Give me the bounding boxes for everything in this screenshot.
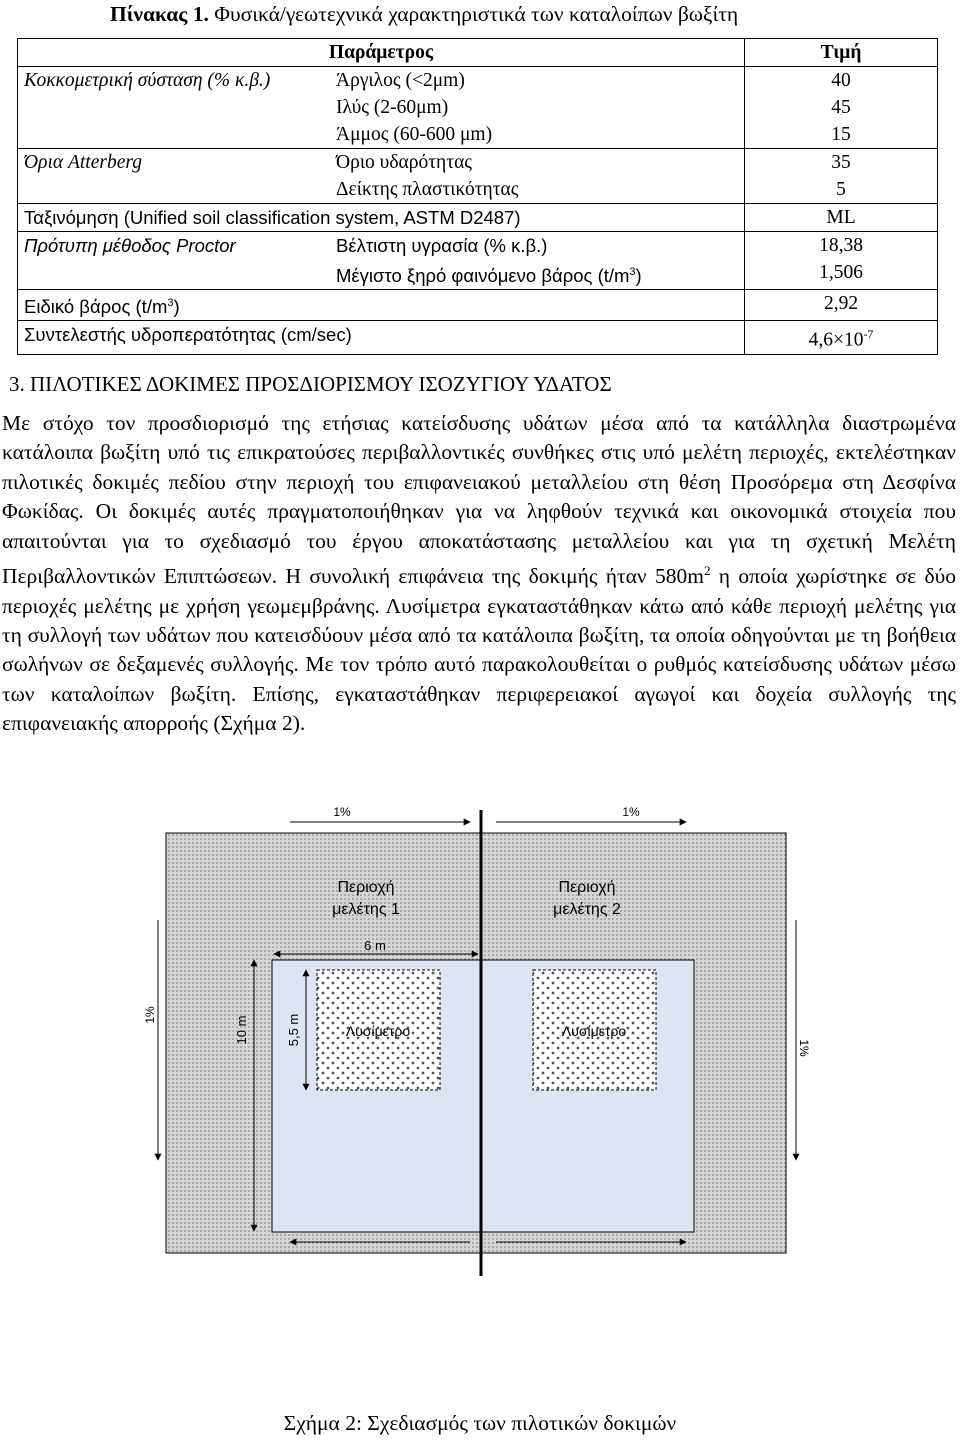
header-param: Παράμετρος bbox=[328, 42, 434, 63]
lysimeter-1-label: Λυσίμετρο bbox=[345, 1023, 411, 1039]
proctor-group: Πρότυπη μέθοδος Proctor bbox=[18, 232, 331, 260]
slope-label-left: 1% bbox=[143, 1006, 157, 1024]
table-row bbox=[18, 290, 938, 321]
density-label: Μέγιστο ξηρό φαινόμενο βάρος $(t/m^3)$ bbox=[336, 265, 642, 287]
clay-label: Άργιλος (<2μm) bbox=[330, 67, 745, 95]
liquid-value: 35 bbox=[745, 149, 938, 177]
grain-group: Κοκκομετρική σύσταση (% κ.β.) bbox=[18, 67, 331, 95]
perm-value: $4,6\times 10^{-7}$ bbox=[745, 321, 938, 355]
figure-2 bbox=[0, 790, 960, 1415]
plastic-value: 5 bbox=[745, 176, 938, 204]
table-row bbox=[18, 204, 938, 232]
classification-value: ML bbox=[745, 204, 938, 232]
sand-label: Άμμος (60-600 μm) bbox=[336, 124, 493, 145]
table-caption bbox=[110, 2, 738, 27]
inner-dim-label: 5,5 m bbox=[286, 1013, 301, 1047]
table-row bbox=[18, 259, 938, 290]
perm-label: Συντελεστής υδροπερατότητας (cm/sec) bbox=[18, 321, 745, 355]
classification-label: Ταξινόμηση (Unified soil classification system, ASTM D2487) bbox=[18, 204, 745, 232]
slope-label: 1% bbox=[333, 805, 351, 819]
slope-label-right: 1% bbox=[797, 1039, 811, 1057]
atterberg-group: Όρια Atterberg bbox=[18, 149, 331, 177]
moisture-value: 18,38 bbox=[745, 232, 938, 260]
plastic-label: Δείκτης πλαστικότητας bbox=[336, 179, 519, 200]
table-row bbox=[18, 232, 938, 260]
body-paragraph: Με στόχο τον προσδιορισμό της ετήσιας κατείσδυσης υδάτων μέσα από τα κατάλληλα διαστρωμένα κατάλοιπα βωξίτη υπό τις επικρατούσες περιβαλλοντικές συνθήκες στις υπό μελέτη περιοχές, εκτελέστηκαν πιλοτικές δοκιμές πεδίου στην περιοχή του επιφανειακού μεταλλείου στη θέση Προσόρεμα στη Δεσφίνα Φωκίδας. Οι δοκιμές αυτές πραγματοποιήθηκαν για να ληφθούν τεχνικά και οικονομικά στοιχεία που απαιτούνται για το σχεδιασμό του έργου αποκατάστασης μεταλλείου και για τη σχετική Μελέτη Περιβαλλοντικών Επιπτώσεων. Η συνολική επιφάνεια της δοκιμής ήταν $580m^2$ η οποία χωρίστηκε σε δύο περιοχές μελέτης με χρήση γεωμεμβράνης. Λυσίμετρα εγκαταστάθηκαν κάτω από κάθε περιοχή μελέτης για τη συλλογή των υδάτων που κατεισδύουν μέσα από τα κατάλοιπα βωξίτη, τα οποία οδηγούνται με τη βοήθεια σωλήνων σε δεξαμενές συλλογής. Με τον τρόπο αυτό παρακολουθείται ο ρυθμός κατείσδυσης υδάτων μέσω των καταλοίπων βωξίτη. Επίσης, εγκαταστάθηκαν περιφερειακοί αγωγοί και δοχεία συλλογής της επιφανειακής απορροής (Σχήμα 2). bbox=[2, 411, 956, 736]
sand-value: 15 bbox=[745, 121, 938, 149]
table-row bbox=[18, 149, 938, 177]
table-row bbox=[18, 67, 938, 95]
header-value: Τιμή bbox=[745, 39, 938, 67]
area-1-line1: Περιοχή bbox=[337, 879, 395, 896]
silt-label: Ιλύς (2-60μm) bbox=[336, 97, 449, 118]
table-header-row bbox=[18, 39, 938, 67]
table-caption-text: Φυσικά/γεωτεχνικά χαρακτηριστικά των καταλοίπων βωξίτη bbox=[214, 2, 739, 26]
lysimeter-2-label: Λυσίμετρο bbox=[561, 1023, 627, 1039]
table-row bbox=[18, 94, 938, 121]
moisture-label: Βέλτιστη υγρασία (% κ.β.) bbox=[330, 232, 745, 260]
area-1-line2: μελέτης 1 bbox=[332, 901, 400, 918]
table-caption-label: Πίνακας 1. bbox=[110, 2, 209, 26]
slope-label: 1% bbox=[622, 805, 640, 819]
section-heading: 3. ΠΙΛΟΤΙΚΕΣ ΔΟΚΙΜΕΣ ΠΡΟΣΔΙΟΡΙΣΜΟΥ ΙΣΟΖΥΓΙΟΥ ΥΔΑΤΟΣ bbox=[9, 372, 612, 396]
width-dim-label: 6 m bbox=[364, 938, 386, 953]
area-2-line2: μελέτης 2 bbox=[553, 901, 621, 918]
table-row bbox=[18, 121, 938, 149]
silt-value: 45 bbox=[745, 94, 938, 121]
height-dim-label: 10 m bbox=[234, 1015, 249, 1045]
liquid-label: Όριο υδαρότητας bbox=[330, 149, 745, 177]
parameters-table bbox=[17, 38, 938, 355]
table-row bbox=[18, 176, 938, 204]
area-2-line1: Περιοχή bbox=[558, 879, 616, 896]
sg-value: 2,92 bbox=[745, 290, 938, 321]
density-value: 1,506 bbox=[745, 259, 938, 290]
figure-caption: Σχήμα 2: Σχεδιασμός των πιλοτικών δοκιμών bbox=[283, 1411, 677, 1435]
clay-value: 40 bbox=[745, 67, 938, 95]
sg-label: Ειδικό βάρος $(t/m^3)$ bbox=[18, 290, 745, 321]
table-row bbox=[18, 321, 938, 355]
